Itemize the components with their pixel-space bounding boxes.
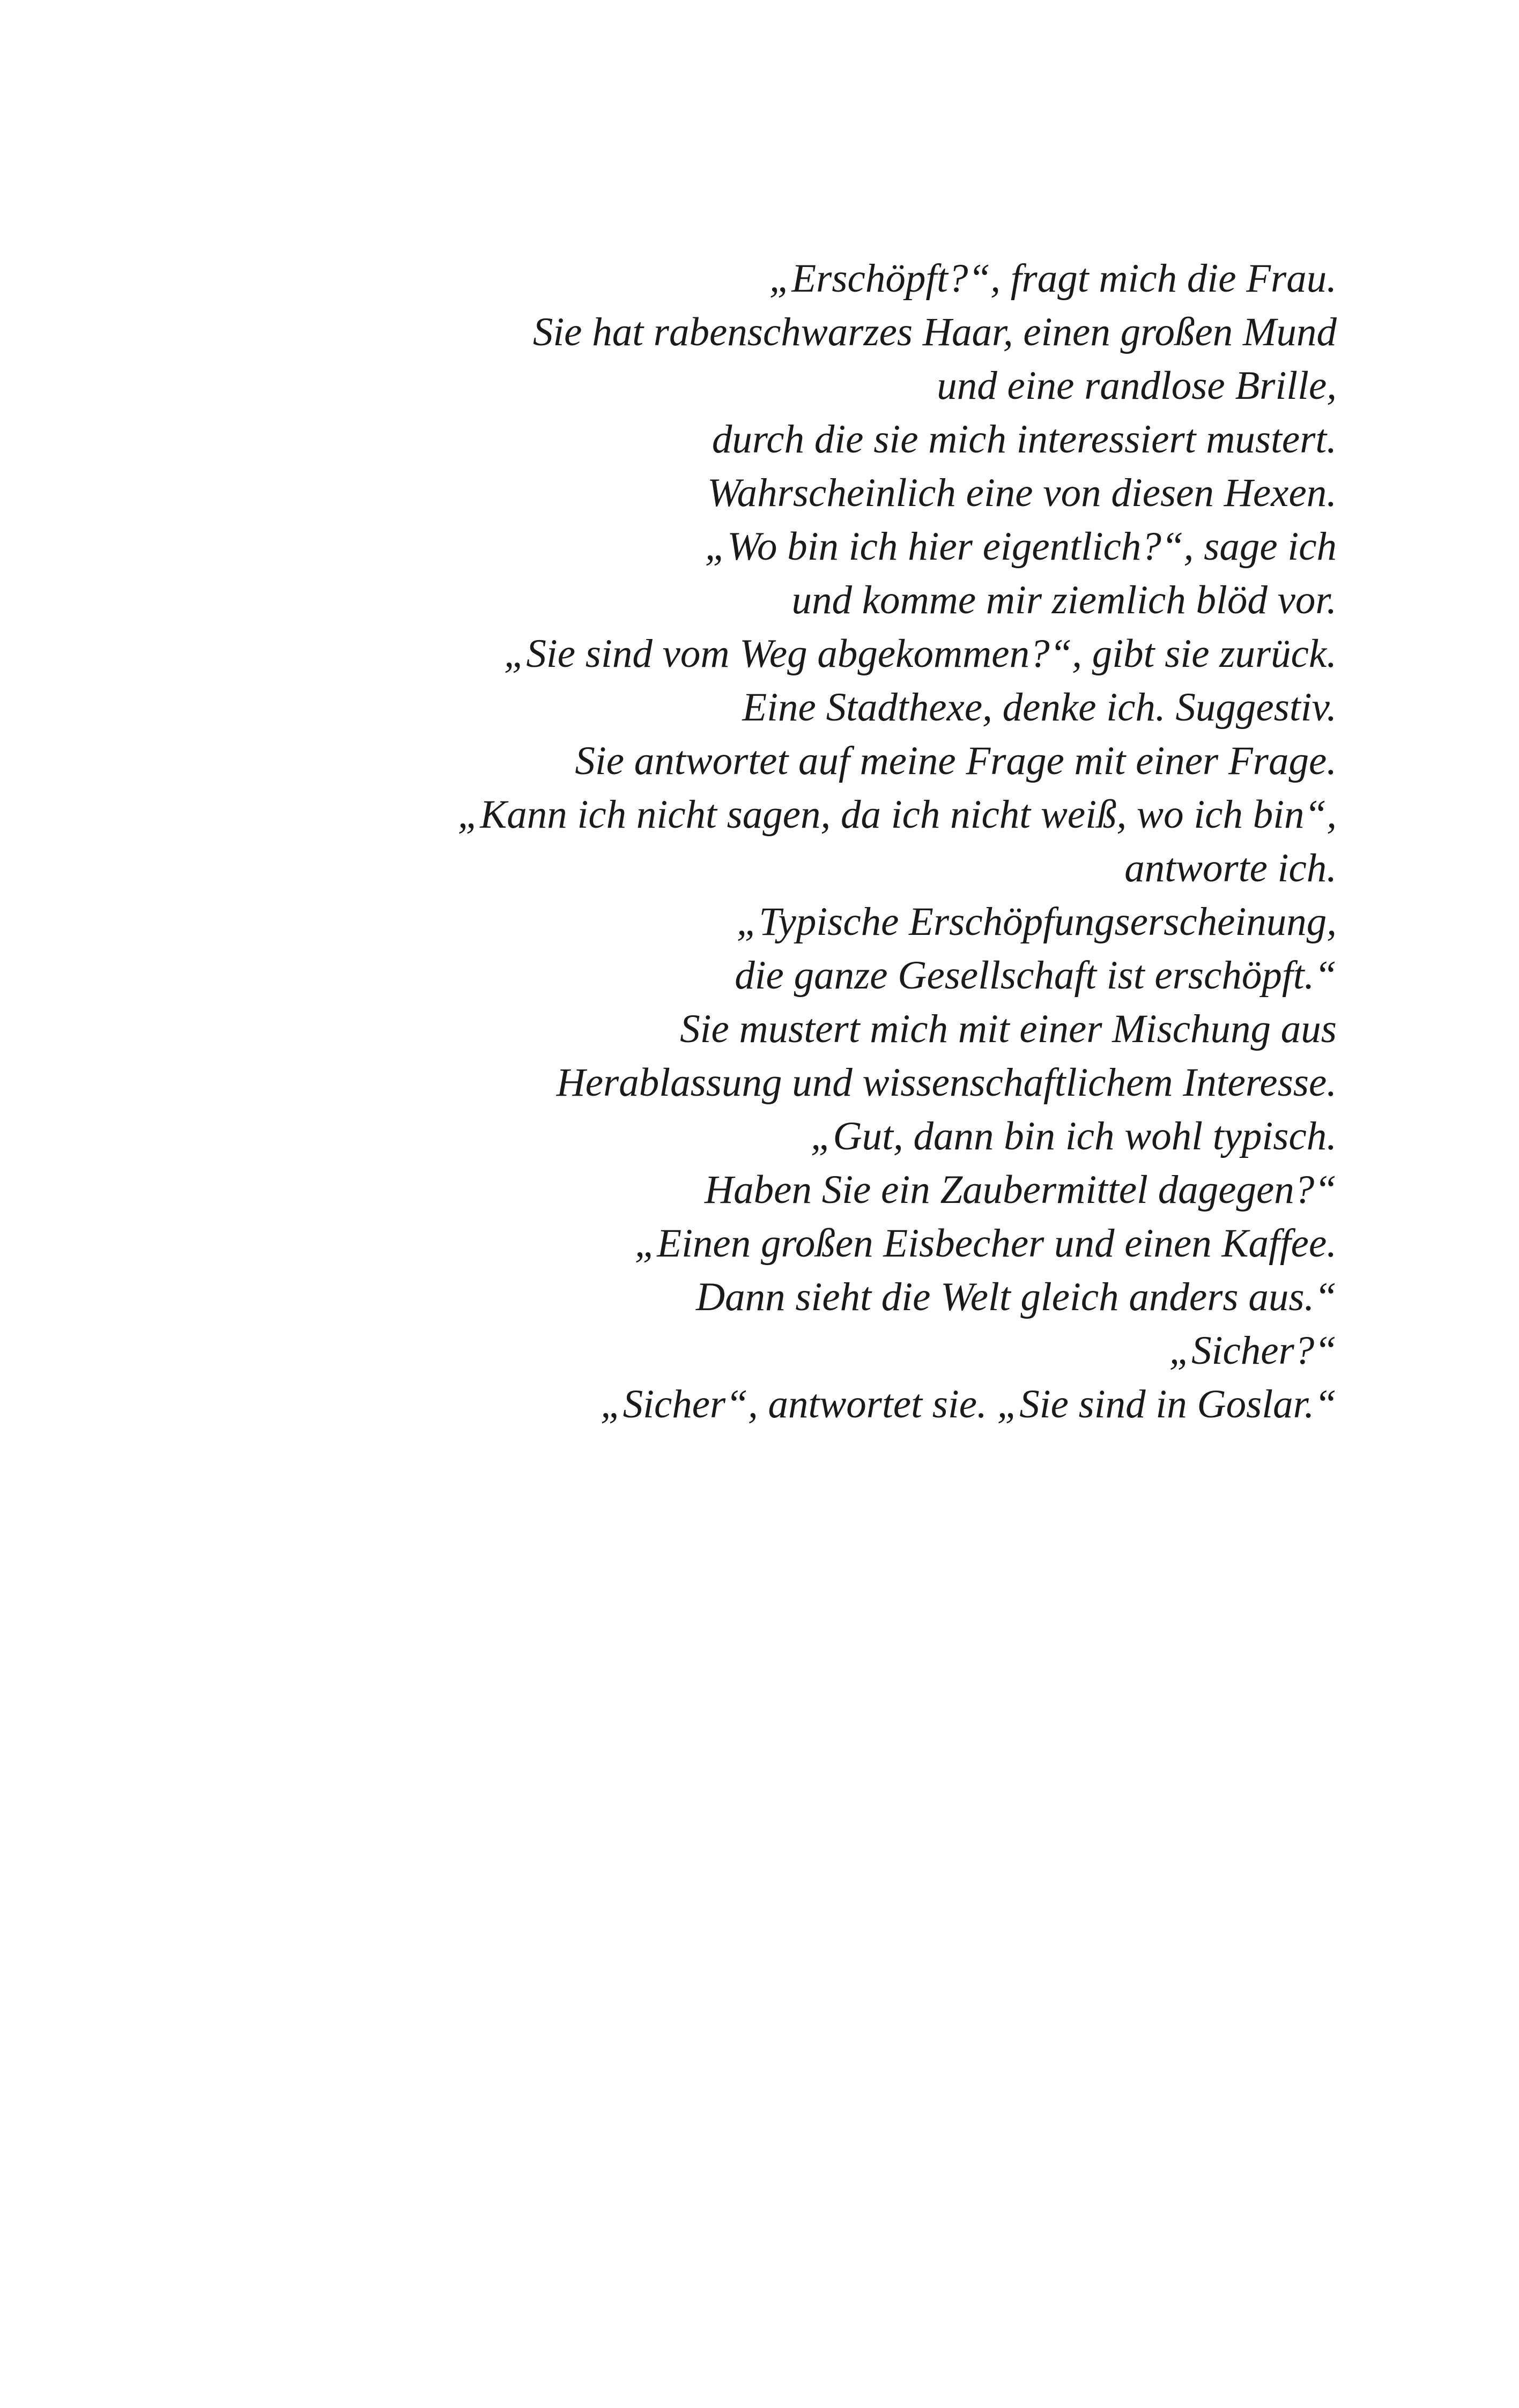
text-line: und komme mir ziemlich blöd vor.	[791, 578, 1337, 622]
text-line: Sie mustert mich mit einer Mischung aus	[680, 1007, 1337, 1051]
text-line: Haben Sie ein Zaubermittel dagegen?“	[705, 1168, 1337, 1212]
text-line: „Einen großen Eisbecher und einen Kaffee.	[634, 1221, 1337, 1266]
text-line: „Erschöpft?“, fragt mich die Frau.	[769, 256, 1337, 301]
text-line: die ganze Gesellschaft ist erschöpft.“	[735, 953, 1337, 998]
text-line: Herablassung und wissenschaftlichem Interesse.	[556, 1060, 1337, 1105]
text-line: Dann sieht die Welt gleich anders aus.“	[695, 1275, 1337, 1319]
text-line: „Sie sind vom Weg abgekommen?“, gibt sie zurück.	[503, 631, 1337, 676]
text-line: „Sicher?“	[1169, 1328, 1337, 1373]
text-line: und eine randlose Brille,	[937, 363, 1337, 408]
text-line: antworte ich.	[1124, 846, 1337, 890]
text-line: durch die sie mich interessiert mustert.	[712, 417, 1337, 462]
text-line: „Kann ich nicht sagen, da ich nicht weiß, wo ich bin“,	[457, 792, 1337, 837]
text-line: „Gut, dann bin ich wohl typisch.	[810, 1114, 1337, 1158]
text-line: „Wo bin ich hier eigentlich?“, sage ich	[705, 524, 1337, 569]
text-line: Eine Stadthexe, denke ich. Suggestiv.	[742, 685, 1337, 730]
text-line: „Sicher“, antwortet sie. „Sie sind in Goslar.“	[600, 1382, 1337, 1426]
text-line: „Typische Erschöpfungserscheinung,	[736, 900, 1337, 944]
text-line: Wahrscheinlich eine von diesen Hexen.	[707, 471, 1337, 515]
prose-text-block	[103, 252, 1337, 1431]
text-line: Sie hat rabenschwarzes Haar, einen großen Mund	[532, 310, 1337, 354]
text-line: Sie antwortet auf meine Frage mit einer Frage.	[575, 739, 1337, 783]
